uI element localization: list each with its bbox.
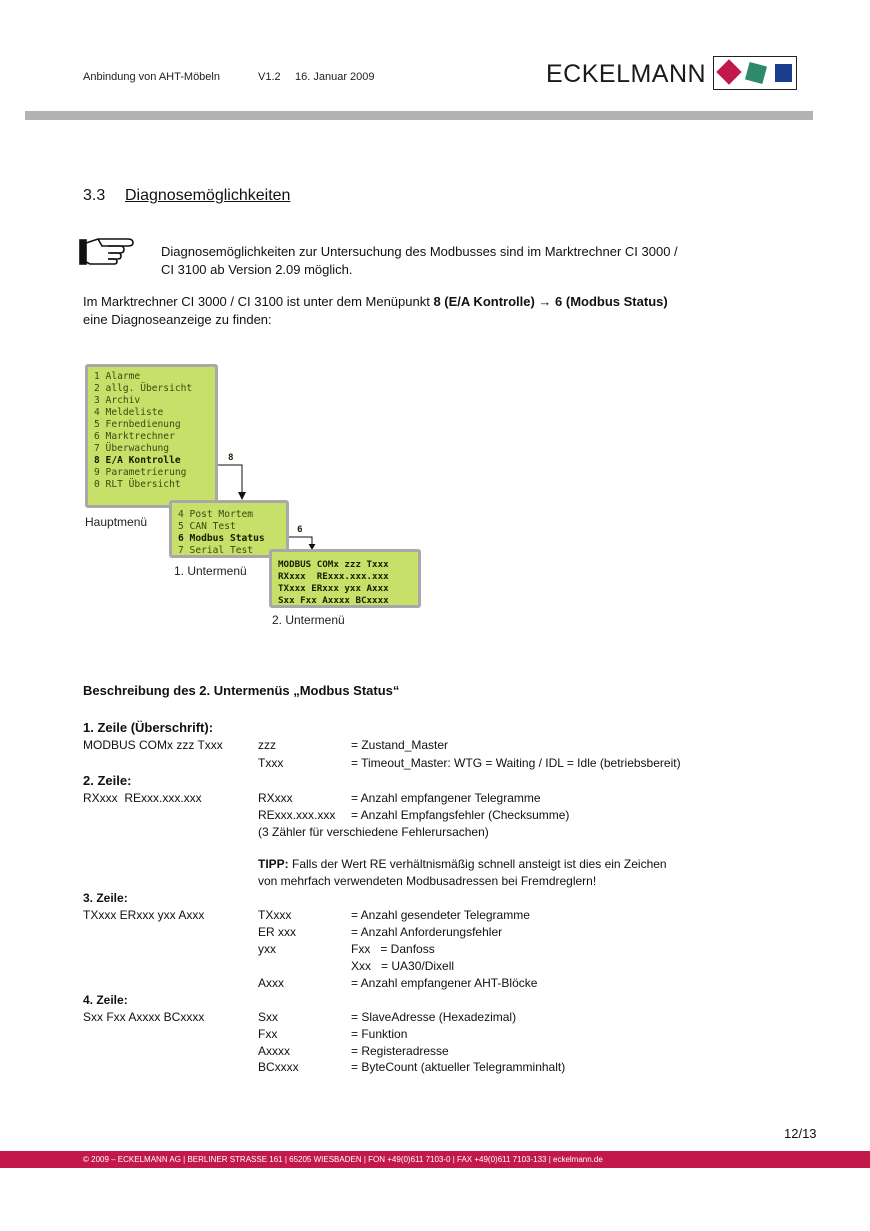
submenu-2-line: Sxx Fxx Axxxx BCxxxx bbox=[278, 595, 389, 606]
row-4-key: Fxx bbox=[258, 1027, 278, 1041]
row-2-extra: (3 Zähler für verschiedene Fehlerursachen) bbox=[258, 825, 489, 839]
main-menu-item: 7 Überwachung bbox=[94, 443, 170, 454]
header-divider bbox=[25, 111, 813, 120]
tip-text: Falls der Wert RE verhältnismäßig schnell ansteigt ist dies ein Zeichen bbox=[288, 857, 667, 871]
header-doc-title: Anbindung von AHT-Möbeln bbox=[83, 71, 220, 83]
submenu-2-line: RXxxx RExxx.xxx.xxx bbox=[278, 571, 389, 582]
arrow-2-label: 6 bbox=[297, 524, 303, 535]
row-3-value: Fxx = Danfoss bbox=[351, 942, 435, 956]
main-menu-item: 9 Parametrierung bbox=[94, 467, 187, 478]
submenu-1-item: 4 Post Mortem bbox=[178, 509, 254, 520]
header-date: 16. Januar 2009 bbox=[295, 71, 375, 83]
row-2-heading: 2. Zeile: bbox=[83, 773, 132, 788]
submenu-2-line: TXxxx ERxxx yxx Axxx bbox=[278, 583, 389, 594]
tip-label: TIPP: bbox=[258, 857, 289, 871]
row-4-value: = SlaveAdresse (Hexadezimal) bbox=[351, 1010, 517, 1024]
tip-line-1 bbox=[258, 856, 667, 873]
intro-line-1 bbox=[83, 293, 668, 310]
note-line-2: CI 3100 ab Version 2.09 möglich. bbox=[161, 262, 353, 277]
main-menu-item: 6 Marktrechner bbox=[94, 431, 175, 442]
submenu-2-line: MODBUS COMx zzz Txxx bbox=[278, 559, 389, 570]
row-2-value: = Anzahl Empfangsfehler (Checksumme) bbox=[351, 808, 570, 822]
submenu-1-item: 5 CAN Test bbox=[178, 521, 236, 532]
description-heading: Beschreibung des 2. Untermenüs „Modbus Status“ bbox=[83, 683, 400, 698]
logo-text: ECKELMANN bbox=[546, 60, 707, 88]
intro-menu-path: 8 (E/A Kontrolle) → 6 (Modbus Status) bbox=[433, 294, 668, 309]
row-4-value: = Registeradresse bbox=[351, 1044, 449, 1058]
footer-text: © 2009 – ECKELMANN AG | BERLINER STRASSE 161 | 65205 WIESBADEN | FON +49(0)611 7103-0 | FAX +49(0)611 7103-133 | eckelmann.de bbox=[83, 1155, 603, 1164]
logo-icon bbox=[713, 56, 797, 90]
row-4-key: Axxxx bbox=[258, 1044, 291, 1058]
row-3-value: Xxx = UA30/Dixell bbox=[351, 959, 455, 973]
row-3-value: = Anzahl Anforderungsfehler bbox=[351, 925, 503, 939]
pointing-hand-icon bbox=[78, 234, 136, 268]
arrow-1-label: 8 bbox=[228, 452, 234, 463]
row-4-key: BCxxxx bbox=[258, 1060, 299, 1074]
main-menu-item: 2 allg. Übersicht bbox=[94, 383, 193, 394]
row-1-key: zzz bbox=[258, 738, 276, 752]
main-menu-display bbox=[85, 364, 218, 508]
row-3-key: Axxx bbox=[258, 976, 285, 990]
logo-diamond-red bbox=[716, 59, 741, 84]
row-3-key: ER xxx bbox=[258, 925, 297, 939]
row-2-key: RXxxx bbox=[258, 791, 293, 805]
main-menu-label: Hauptmenü bbox=[85, 515, 148, 529]
row-3-key: yxx bbox=[258, 942, 276, 956]
intro-text: Im Marktrechner CI 3000 / CI 3100 ist unter dem Menüpunkt bbox=[83, 294, 434, 309]
tip-line-2: von mehrfach verwendeten Modbusadressen bei Fremdreglern! bbox=[258, 874, 597, 888]
row-3-heading: 3. Zeile: bbox=[83, 891, 128, 905]
page-number: 12/13 bbox=[784, 1126, 817, 1141]
submenu-1-item: 7 Serial Test bbox=[178, 545, 254, 556]
intro-line-2: eine Diagnoseanzeige zu finden: bbox=[83, 312, 272, 327]
row-1-heading: 1. Zeile (Überschrift): bbox=[83, 720, 214, 735]
row-3-key: TXxxx bbox=[258, 908, 292, 922]
main-menu-item-selected: 8 E/A Kontrolle bbox=[94, 455, 181, 466]
main-menu-item: 5 Fernbedienung bbox=[94, 419, 181, 430]
row-1-value: = Zustand_Master bbox=[351, 738, 449, 752]
row-4-heading: 4. Zeile: bbox=[83, 993, 128, 1007]
row-4-key: Sxx bbox=[258, 1010, 279, 1024]
row-2-key: RExxx.xxx.xxx bbox=[258, 808, 336, 822]
submenu-2-label: 2. Untermenü bbox=[272, 613, 345, 627]
main-menu-item: 1 Alarme bbox=[94, 371, 141, 382]
main-menu-item: 0 RLT Übersicht bbox=[94, 479, 181, 490]
section-number: 3.3 bbox=[83, 187, 106, 204]
row-4-value: = Funktion bbox=[351, 1027, 408, 1041]
header-version: V1.2 bbox=[258, 71, 281, 83]
submenu-1-item-selected: 6 Modbus Status bbox=[178, 533, 265, 544]
row-2-value: = Anzahl empfangener Telegramme bbox=[351, 791, 541, 805]
row-1-key: Txxx bbox=[258, 756, 284, 770]
row-1-left: MODBUS COMx zzz Txxx bbox=[83, 738, 223, 752]
row-3-value: = Anzahl empfangener AHT-Blöcke bbox=[351, 976, 538, 990]
logo-diamond-green bbox=[745, 62, 767, 84]
row-4-left: Sxx Fxx Axxxx BCxxxx bbox=[83, 1010, 205, 1024]
main-menu-item: 4 Meldeliste bbox=[94, 407, 164, 418]
submenu-2-display bbox=[269, 549, 421, 608]
main-menu-item: 3 Archiv bbox=[94, 395, 141, 406]
note-line-1: Diagnosemöglichkeiten zur Untersuchung des Modbusses sind im Marktrechner CI 3000 / bbox=[161, 244, 678, 259]
row-2-left: RXxxx RExxx.xxx.xxx bbox=[83, 791, 202, 805]
arrow-1 bbox=[218, 462, 248, 502]
section-title: Diagnosemöglichkeiten bbox=[125, 187, 291, 204]
row-1-value: = Timeout_Master: WTG = Waiting / IDL = Idle (betriebsbereit) bbox=[351, 756, 681, 770]
logo-square-blue bbox=[775, 64, 792, 82]
submenu-1-label: 1. Untermenü bbox=[174, 564, 247, 578]
row-3-left: TXxxx ERxxx yxx Axxx bbox=[83, 908, 205, 922]
row-3-value: = Anzahl gesendeter Telegramme bbox=[351, 908, 530, 922]
row-4-value: = ByteCount (aktueller Telegramminhalt) bbox=[351, 1060, 566, 1074]
